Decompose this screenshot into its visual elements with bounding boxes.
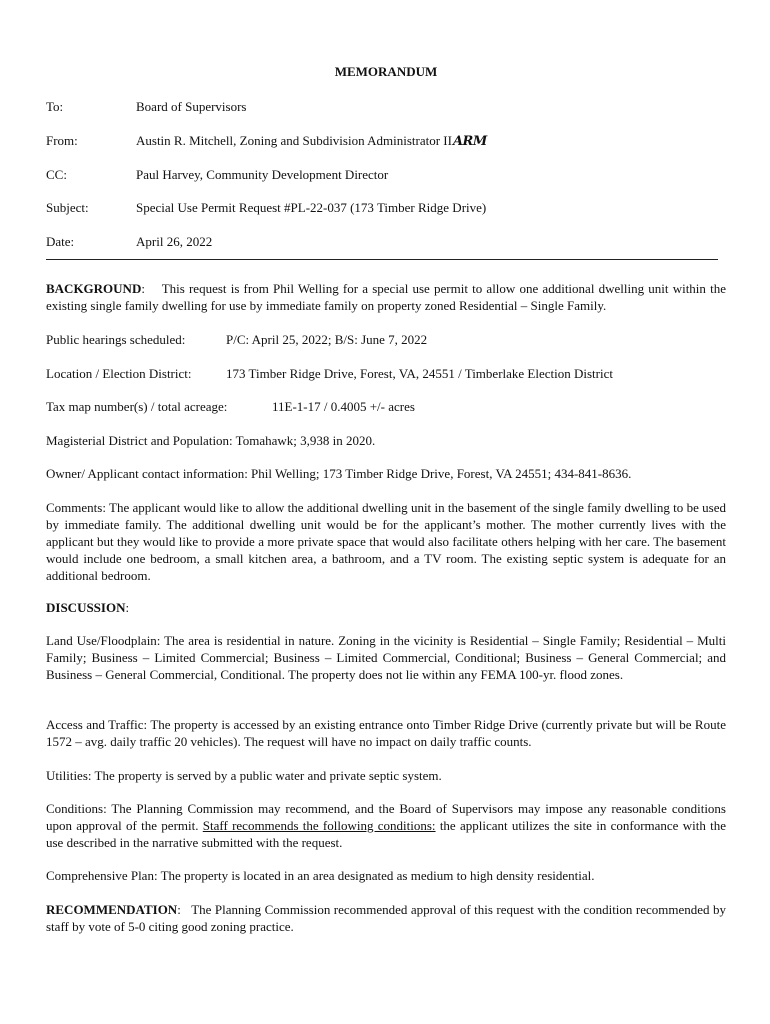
location-label: Location / Election District: — [46, 366, 192, 381]
date-label: Date: — [46, 234, 75, 249]
cc-value: Paul Harvey, Community Development Director — [136, 167, 389, 182]
access-paragraph: Access and Traffic: The property is accessed by an existing entrance onto Timber Ridge Drive (currently private but will be Route 1572 – avg. daily traffic 20 vehicles). The request will have no impact on daily traffic counts. — [46, 717, 726, 749]
hearings-row — [46, 331, 726, 348]
recommendation-heading: RECOMMENDATION — [46, 902, 178, 917]
hearings-label: Public hearings scheduled: — [46, 332, 186, 347]
discussion-heading: DISCUSSION — [46, 600, 126, 615]
location-row — [46, 365, 726, 382]
background-colon: : — [141, 281, 162, 296]
utilities-paragraph: Utilities: The property is served by a public water and private septic system. — [46, 768, 442, 783]
cc-label: CC: — [46, 167, 67, 182]
from-label: From: — [46, 133, 78, 148]
owner-paragraph: Owner/ Applicant contact information: Phil Welling; 173 Timber Ridge Drive, Forest, VA 24551; 434-841-8636. — [46, 466, 632, 481]
subject-label: Subject: — [46, 200, 89, 215]
comprehensive-plan-paragraph: Comprehensive Plan: The property is located in an area designated as medium to high density residential. — [46, 868, 595, 883]
background-paragraph — [46, 280, 726, 314]
discussion-heading-row — [46, 599, 726, 616]
taxmap-row — [46, 398, 726, 415]
conditions-detail: the applicant utilizes the site in conformance with the use described in the narrative submitted with the request. — [46, 818, 726, 850]
land-use-paragraph: Land Use/Floodplain: The area is residential in nature. Zoning in the vicinity is Residential – Single Family; Residential – Multi Family; Business – Limited Commercial; Business – Limited Commercial, Conditional; Business – General Commercial; and Business – General Commercial, Conditional. The property does not lie within any FEMA 100-yr. flood zones. — [46, 633, 726, 682]
background-text: This request is from Phil Welling for a special use permit to allow one additional dwelling unit within the existing single family dwelling for use by immediate family on property zoned Residential – Single Family. — [46, 281, 726, 313]
hearings-value: P/C: April 25, 2022; B/S: June 7, 2022 — [226, 332, 428, 347]
taxmap-label: Tax map number(s) / total acreage: — [46, 399, 228, 414]
conditions-staff-recommendation: Staff recommends the following conditions: — [202, 818, 436, 833]
recommendation-colon: : — [177, 902, 192, 917]
from-value-group — [136, 132, 487, 150]
date-value: April 26, 2022 — [136, 234, 213, 249]
recommendation-text: The Planning Commission recommended approval of this request with the condition recommended by staff by vote of 5-0 citing good zoning practice. — [46, 902, 726, 934]
header-divider — [46, 259, 718, 260]
location-value: 173 Timber Ridge Drive, Forest, VA, 24551 / Timberlake Election District — [226, 366, 613, 381]
discussion-colon: : — [125, 600, 130, 615]
from-value: Austin R. Mitchell, Zoning and Subdivision Administrator II — [136, 133, 452, 148]
subject-value: Special Use Permit Request #PL-22-037 (173 Timber Ridge Drive) — [136, 200, 487, 215]
magisterial-paragraph: Magisterial District and Population: Tomahawk; 3,938 in 2020. — [46, 433, 376, 448]
taxmap-value: 11E-1-17 / 0.4005 +/- acres — [272, 399, 415, 414]
author-initials: ARM — [452, 134, 487, 149]
conditions-paragraph — [46, 800, 726, 851]
to-label: To: — [46, 99, 64, 114]
comments-paragraph: Comments: The applicant would like to allow the additional dwelling unit in the basement of the single family dwelling to be used by immediate family. The additional dwelling unit would be for the applicant’s mother. The mother currently lives with the applicant but they would like to provide a more private space that would also facilitate others helping with her care. The basement would include one bedroom, a small kitchen area, a bathroom, and a TV room. The existing septic system is adequate for an additional bedroom. — [46, 500, 726, 583]
background-heading: BACKGROUND — [46, 281, 142, 296]
recommendation-paragraph — [46, 901, 726, 935]
conditions-intro: Conditions: The Planning Commission may recommend, and the Board of Supervisors may impose any reasonable conditions upon approval of the permit. — [46, 801, 726, 833]
to-value: Board of Supervisors — [136, 99, 247, 114]
memo-title: MEMORANDUM — [334, 64, 438, 79]
